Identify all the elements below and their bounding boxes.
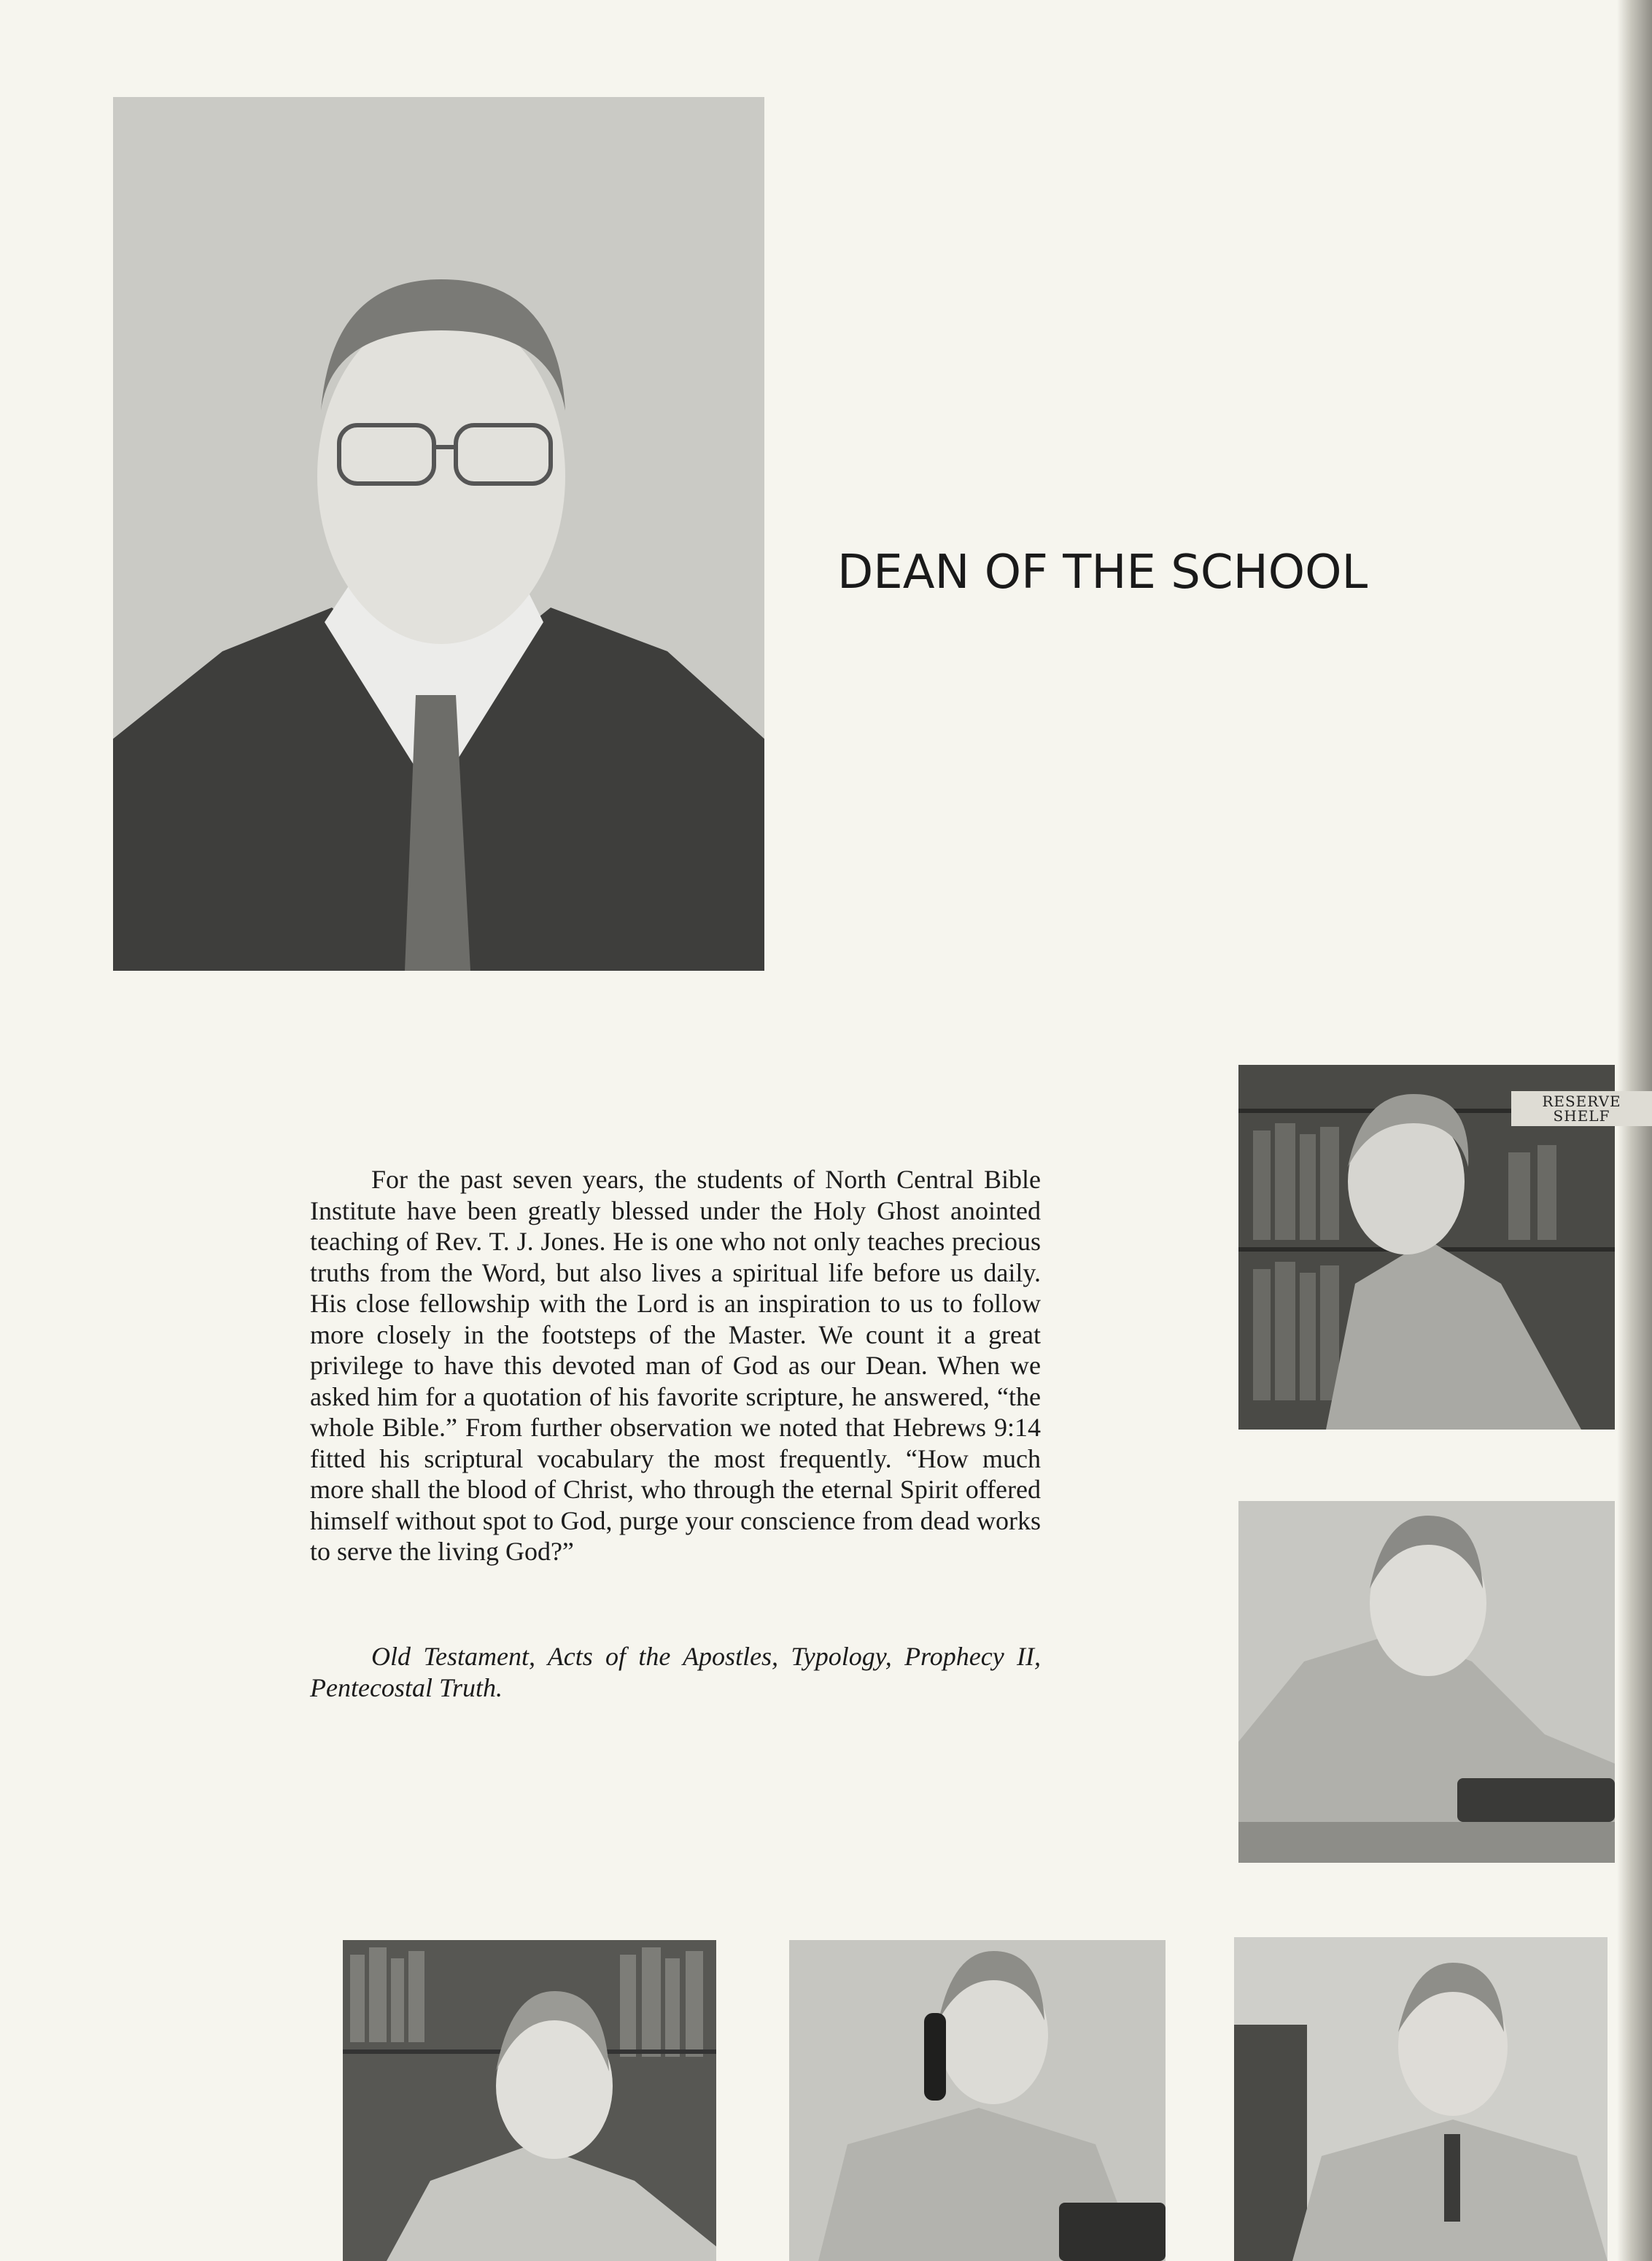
- dean-biography-paragraph: For the past seven years, the students of North Central Bible Institute have been greatly blessed under the Holy Ghost anointed teaching of Rev. T. J. Jones. He is one who not only teaches precious truths from the Word, but also lives a spiritual life before us daily. His close fellowship with the Lord is an inspiration to us to follow more closely in the footsteps of the Master. We count it a great privilege to have this devoted man of God as our Dean. When we asked him for a quotation of his favorite scripture, he answered, “the whole Bible.” From further observation we noted that Hebrews 9:14 fitted his scriptural vocabulary the most frequently. “How much more shall the blood of Christ, who through the eternal Spirit offered himself without spot to God, purge your conscience from dead works to serve the living God?”: [310, 1165, 1041, 1566]
- portrait-photo: [113, 97, 764, 971]
- courses-taught: Old Testament, Acts of the Apostles, Typology, Prophecy II, Pentecostal Truth.: [310, 1642, 1041, 1702]
- page-title: DEAN OF THE SCHOOL: [837, 546, 1368, 600]
- page-edge: [1617, 0, 1652, 2261]
- seated-smiling-photo: [1234, 1937, 1608, 2261]
- desk-thinking-photo: [1238, 1501, 1615, 1863]
- bookshelf-standing-photo: [343, 1940, 716, 2261]
- reserve-shelf-sign: RESERVE SHELF: [1511, 1091, 1652, 1126]
- telephone-call-photo: [789, 1940, 1166, 2261]
